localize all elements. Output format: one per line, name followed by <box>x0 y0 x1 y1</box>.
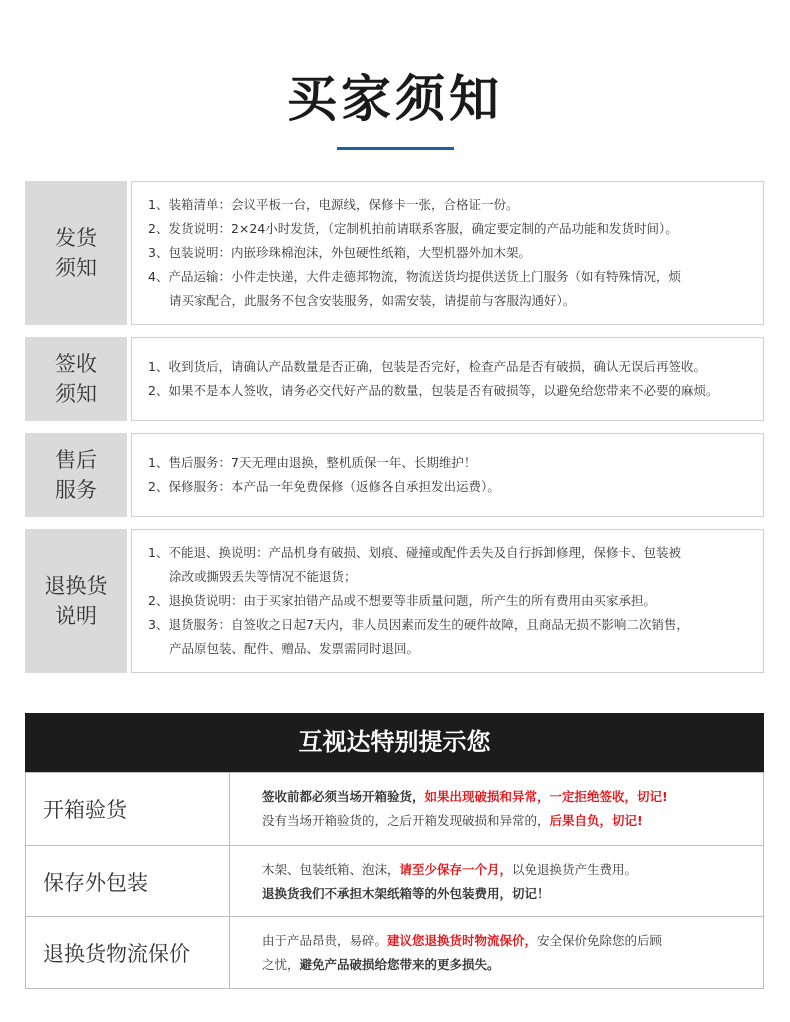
section-content <box>131 433 764 517</box>
notice-line: 4、产品运输：小件走快递，大件走德邦物流，物流送货均提供送货上门服务（如有特殊情况，烦 <box>148 269 681 284</box>
notice-line: 2、发货说明：2×24小时发货，（定制机拍前请联系客服，确定要定制的产品功能和发货时间）。 <box>148 221 678 236</box>
tip-row-inspect <box>26 773 763 845</box>
section-label-line1: 退换货 <box>44 574 108 598</box>
notice-line: 1、售后服务：7天无理由退换，整机质保一年、长期维护！ <box>148 455 477 470</box>
section-label-line2: 须知 <box>55 256 97 280</box>
section-label-line1: 签收 <box>55 352 97 376</box>
tip-line <box>262 785 763 809</box>
tip-text: 签收前都必须当场开箱验货， <box>262 789 425 804</box>
tip-text: 由于产品昂贵，易碎。 <box>262 933 388 948</box>
notice-line: 请买家配合，此服务不包含安装服务，如需安装，请提前与客服沟通好）。 <box>169 293 576 308</box>
section-returns <box>25 529 764 673</box>
notice-line: 1、不能退、换说明：产品机身有破损、划痕、碰撞或配件丢失及自行拆卸修理，保修卡、包装被 <box>148 545 681 560</box>
section-label-line1: 售后 <box>55 448 97 472</box>
section-content <box>131 181 764 325</box>
section-content <box>131 337 764 421</box>
section-label-line2: 服务 <box>55 478 97 502</box>
section-content <box>131 529 764 673</box>
tip-highlight: 如果出现破损和异常，一定拒绝签收，切记! <box>424 789 668 804</box>
tip-label: 退换货物流保价 <box>43 942 190 966</box>
section-label-line1: 发货 <box>55 226 97 250</box>
tip-text: 退换货我们不承担木架纸箱等的外包装费用，切记！ <box>262 885 550 901</box>
notice-line: 2、保修服务：本产品一年免费保修（返修各自承担发出运费）。 <box>148 479 500 494</box>
tip-highlight: 建议您退换货时物流保价， <box>387 933 538 948</box>
notice-line: 2、如果不是本人签收，请务必交代好产品的数量，包装是否有破损等，以避免给您带来不必要的麻烦。 <box>148 383 719 398</box>
section-label-line2: 说明 <box>55 604 97 628</box>
notice-line: 3、包装说明：内嵌珍珠棉泡沫，外包硬性纸箱，大型机器外加木架。 <box>148 245 531 260</box>
tip-text: 以免退换货产生费用。 <box>512 861 638 877</box>
tip-row-insurance <box>26 916 763 989</box>
title-underline <box>337 147 454 150</box>
notice-line: 3、退货服务：自签收之日起7天内，非人员因素而发生的硬件故障，且商品无损不影响二次销售， <box>148 617 689 632</box>
notice-line: 2、退换货说明：由于买家拍错产品或不想要等非质量问题，所产生的所有费用由买家承担。 <box>148 593 656 608</box>
tip-line <box>262 809 763 833</box>
tip-text: 没有当场开箱验货的，之后开箱发现破损和异常的， <box>262 813 550 828</box>
tips-table <box>25 772 764 989</box>
section-label-line2: 须知 <box>55 382 97 406</box>
page-title: 买家须知 <box>287 70 503 128</box>
notice-line: 涂改或撕毁丢失等情况不能退货； <box>169 569 357 584</box>
special-notice-banner: 互视达特别提示您 <box>25 713 764 772</box>
tip-label: 保存外包装 <box>43 870 148 895</box>
tip-content <box>230 917 763 989</box>
section-shipping <box>25 181 764 325</box>
notice-line: 产品原包装、配件、赠品、发票需同时退回。 <box>169 641 420 656</box>
tip-highlight: 请至少保存一个月， <box>399 861 513 877</box>
section-label <box>25 337 127 421</box>
notice-line: 1、收到货后，请确认产品数量是否正确，包装是否完好，检查产品是否有破损，确认无误后再签收。 <box>148 359 706 374</box>
tip-line <box>262 953 763 977</box>
tip-line <box>262 882 763 906</box>
tip-text: 安全保价免除您的后顾 <box>537 933 663 948</box>
section-label <box>25 181 127 325</box>
section-receipt <box>25 337 764 421</box>
section-after-sales <box>25 433 764 517</box>
tip-content <box>230 846 763 917</box>
tip-text: 木架、包装纸箱、泡沫， <box>262 861 400 877</box>
notice-line: 1、装箱清单：会议平板一台，电源线，保修卡一张，合格证一份。 <box>148 197 519 212</box>
tip-content <box>230 773 763 845</box>
tip-label: 开箱验货 <box>43 798 127 822</box>
section-label <box>25 529 127 673</box>
tip-text: 避免产品破损给您带来的更多损失。 <box>299 957 500 972</box>
tip-highlight: 后果自负，切记! <box>549 813 643 828</box>
tip-line <box>262 929 763 953</box>
tip-line <box>262 858 763 882</box>
tip-text: 之忧， <box>262 957 300 972</box>
section-label <box>25 433 127 517</box>
tip-row-packaging <box>26 845 763 917</box>
